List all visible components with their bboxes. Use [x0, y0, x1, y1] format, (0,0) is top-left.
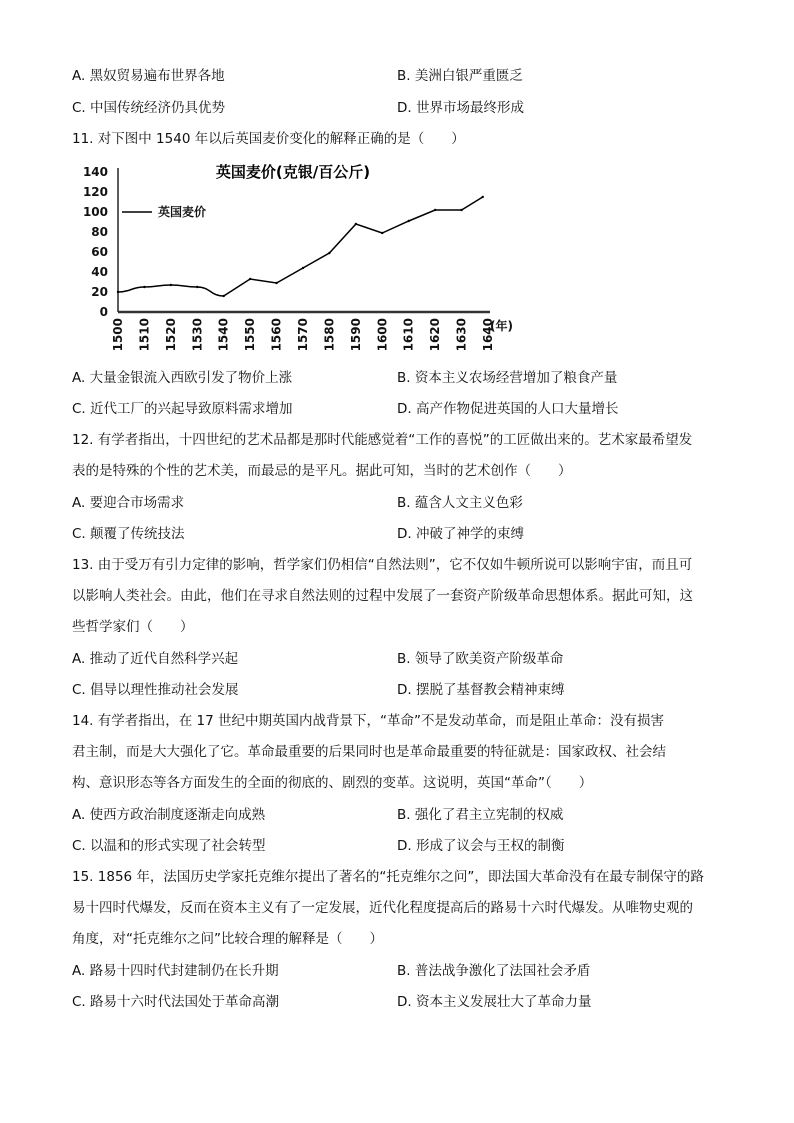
x-tick-label: 1640 — [481, 318, 495, 352]
data-point — [143, 286, 145, 288]
y-tick-label: 0 — [99, 305, 108, 319]
q10-option-c: C. 中国传统经济仍具优势 — [72, 100, 226, 116]
y-tick-label: 100 — [82, 205, 108, 219]
data-point — [249, 278, 251, 280]
x-tick-label: 1570 — [296, 318, 310, 352]
data-point — [223, 295, 225, 297]
data-point — [434, 209, 436, 211]
q13-option-b: B. 领导了欧美资产阶级革命 — [397, 651, 564, 667]
data-point — [170, 284, 172, 286]
q15-stem-line-2: 易十四时代爆发，反而在资本主义有了一定发展，近代化程度提高后的路易十六时代爆发。从唯物史观的 — [72, 900, 693, 916]
q11-stem: 11. 对下图中 1540 年以后英国麦价变化的解释正确的是（ ） — [72, 131, 465, 147]
x-axis — [111, 312, 495, 351]
x-tick-label: 1630 — [454, 318, 469, 352]
data-point — [460, 209, 462, 211]
q11-option-c: C. 近代工厂的兴起导致原料需求增加 — [72, 401, 293, 417]
q12-option-a: A. 要迎合市场需求 — [72, 495, 185, 511]
q15-option-b: B. 普法战争激化了法国社会矛盾 — [397, 963, 591, 979]
q15-stem-line-3: 角度，对“托克维尔之问”比较合理的解释是（ ） — [72, 931, 383, 947]
data-point — [196, 286, 198, 288]
data-point — [381, 232, 383, 234]
data-point — [117, 291, 119, 293]
y-axis — [83, 165, 118, 319]
q10-option-b: B. 美洲白银严重匮乏 — [397, 68, 523, 84]
x-tick-label: 1620 — [428, 318, 443, 352]
wheat-price-chart — [78, 152, 518, 362]
q13-stem-line-3: 些哲学家们（ ） — [72, 619, 194, 635]
data-point — [302, 267, 304, 269]
x-tick-label: 1530 — [190, 318, 205, 352]
y-tick-label: 140 — [82, 165, 108, 179]
q15-stem-line-1: 15. 1856 年，法国历史学家托克维尔提出了著名的“托克维尔之问”，即法国大革命没有在最专制保守的路 — [72, 869, 704, 885]
q15-option-c: C. 路易十六时代法国处于革命高潮 — [72, 994, 280, 1010]
x-tick-label: 1540 — [216, 318, 231, 352]
q11-option-d: D. 高产作物促进英国的人口大量增长 — [397, 401, 619, 417]
q14-stem-line-3: 构、意识形态等各方面发生的全面的彻底的、剧烈的变革。这说明，英国“革命”（ ） — [72, 775, 593, 791]
q11-option-a: A. 大量金银流入西欧引发了物价上涨 — [72, 370, 293, 386]
q12-stem-line-1: 12. 有学者指出，十四世纪的艺术品都是那时代能感觉着“工作的喜悦”的工匠做出来的。艺术家最希望发 — [72, 432, 693, 448]
q13-option-d: D. 摆脱了基督教会精神束缚 — [397, 682, 565, 698]
q14-option-c: C. 以温和的形式实现了社会转型 — [72, 838, 266, 854]
x-tick-label: 1600 — [375, 318, 390, 352]
q12-stem-line-2: 表的是特殊的个性的艺术美，而最忌的是平凡。据此可知，当时的艺术创作（ ） — [72, 463, 572, 479]
y-tick-label: 20 — [91, 285, 108, 299]
q11-option-b: B. 资本主义农场经营增加了粮食产量 — [397, 370, 618, 386]
legend-label: 英国麦价 — [158, 205, 207, 219]
x-tick-label: 1560 — [269, 318, 284, 352]
q12-option-c: C. 颠覆了传统技法 — [72, 526, 185, 542]
q15-option-a: A. 路易十四时代封建制仍在长升期 — [72, 963, 279, 979]
q14-option-b: B. 强化了君主立宪制的权威 — [397, 807, 564, 823]
x-tick-label: 1580 — [322, 318, 337, 352]
data-point — [408, 220, 410, 222]
q15-option-d: D. 资本主义发展壮大了革命力量 — [397, 994, 592, 1010]
q14-stem-line-2: 君主制，而是大大强化了它。革命最重要的后果同时也是革命最重要的特征就是：国家政权、社会结 — [72, 744, 666, 760]
data-point — [275, 282, 277, 284]
q14-option-a: A. 使西方政治制度逐渐走向成熟 — [72, 807, 266, 823]
y-tick-label: 120 — [82, 185, 108, 199]
y-tick-label: 40 — [91, 265, 108, 279]
data-point — [355, 223, 357, 225]
chart-legend — [122, 204, 206, 219]
x-axis-unit-label: (年) — [490, 319, 513, 333]
q13-stem-line-1: 13. 由于受万有引力定律的影响，哲学家们仍相信“自然法则”，它不仅如牛顿所说可以影响宇宙，而且可 — [72, 557, 693, 573]
data-point — [482, 196, 484, 198]
x-tick-label: 1550 — [243, 318, 258, 352]
q13-option-a: A. 推动了近代自然科学兴起 — [72, 651, 239, 667]
q14-stem-line-1: 14. 有学者指出，在 17 世纪中期英国内战背景下，“革命”不是发动革命，而是阻止革命：没有损害 — [72, 713, 665, 729]
chart-title: 英国麦价(克银/百公斤) — [215, 163, 371, 181]
q10-option-d: D. 世界市场最终形成 — [397, 100, 524, 116]
x-tick-label: 1520 — [163, 318, 178, 352]
q12-option-d: D. 冲破了神学的束缚 — [397, 526, 524, 542]
q13-option-c: C. 倡导以理性推动社会发展 — [72, 682, 239, 698]
x-tick-label: 1510 — [137, 318, 152, 352]
x-tick-label: 1500 — [111, 318, 125, 352]
q10-option-a: A. 黑奴贸易遍布世界各地 — [72, 68, 225, 84]
x-tick-label: 1610 — [401, 318, 416, 352]
q13-stem-line-2: 以影响人类社会。由此，他们在寻求自然法则的过程中发展了一套资产阶级革命思想体系。据此可知，这 — [72, 588, 693, 604]
q12-option-b: B. 蕴含人文主义色彩 — [397, 495, 523, 511]
q14-option-d: D. 形成了议会与王权的制衡 — [397, 838, 565, 854]
y-tick-label: 80 — [91, 225, 108, 239]
data-point — [328, 252, 330, 254]
y-tick-label: 60 — [91, 245, 108, 259]
x-tick-label: 1590 — [348, 318, 363, 352]
